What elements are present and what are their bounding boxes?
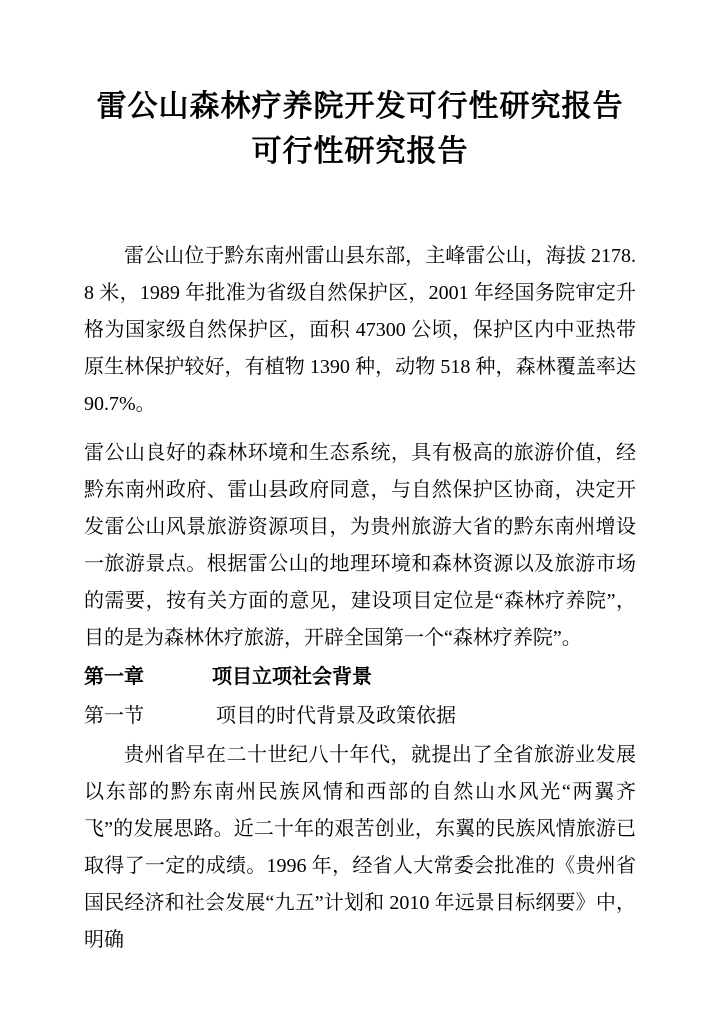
chapter-title: 项目立项社会背景 xyxy=(212,666,372,688)
paragraph-mountain-overview: 雷公山位于黔东南州雷山县东部，主峰雷公山，海拔 2178.8 米，1989 年批准为省级自然保护区，2001 年经国务院审定升格为国家级自然保护区，面积 47300 公顷，保护区内中亚热带原生林保护较好，有植物 1390 种，动物 518 种，森林覆盖率达 90.7%。 xyxy=(84,245,636,415)
chapter-number: 第一章 xyxy=(84,666,144,688)
section-number: 第一节 xyxy=(84,705,144,727)
title-line-1: 雷公山森林疗养院开发可行性研究报告 xyxy=(96,90,624,123)
paragraph-policy-background: 贵州省早在二十世纪八十年代，就提出了全省旅游业发展以东部的黔东南州民族风情和西部的自然山水风光“两翼齐飞”的发展思路。近二十年的艰苦创业，东翼的民族风情旅游已取得了一定的成绩。1996 年，经省人大常委会批准的《贵州省国民经济和社会发展“九五”计划和 2010 年远景目标纲要》中，明确 xyxy=(84,744,636,951)
chapter-heading xyxy=(84,659,636,696)
section-title: 项目的时代背景及政策依据 xyxy=(216,705,456,727)
title-line-2: 可行性研究报告 xyxy=(251,135,469,168)
section-heading xyxy=(84,698,636,735)
paragraph-project-decision: 雷公山良好的森林环境和生态系统，具有极高的旅游价值，经黔东南州政府、雷山县政府同意，与自然保护区协商，决定开发雷公山风景旅游资源项目，为贵州旅游大省的黔东南州增设一旅游景点。根据雷公山的地理环境和森林资源以及旅游市场的需要，按有关方面的意见，建设项目定位是“森林疗养院”，目的是为森林休疗旅游，开辟全国第一个“森林疗养院”。 xyxy=(84,442,636,649)
document-title xyxy=(84,84,636,174)
